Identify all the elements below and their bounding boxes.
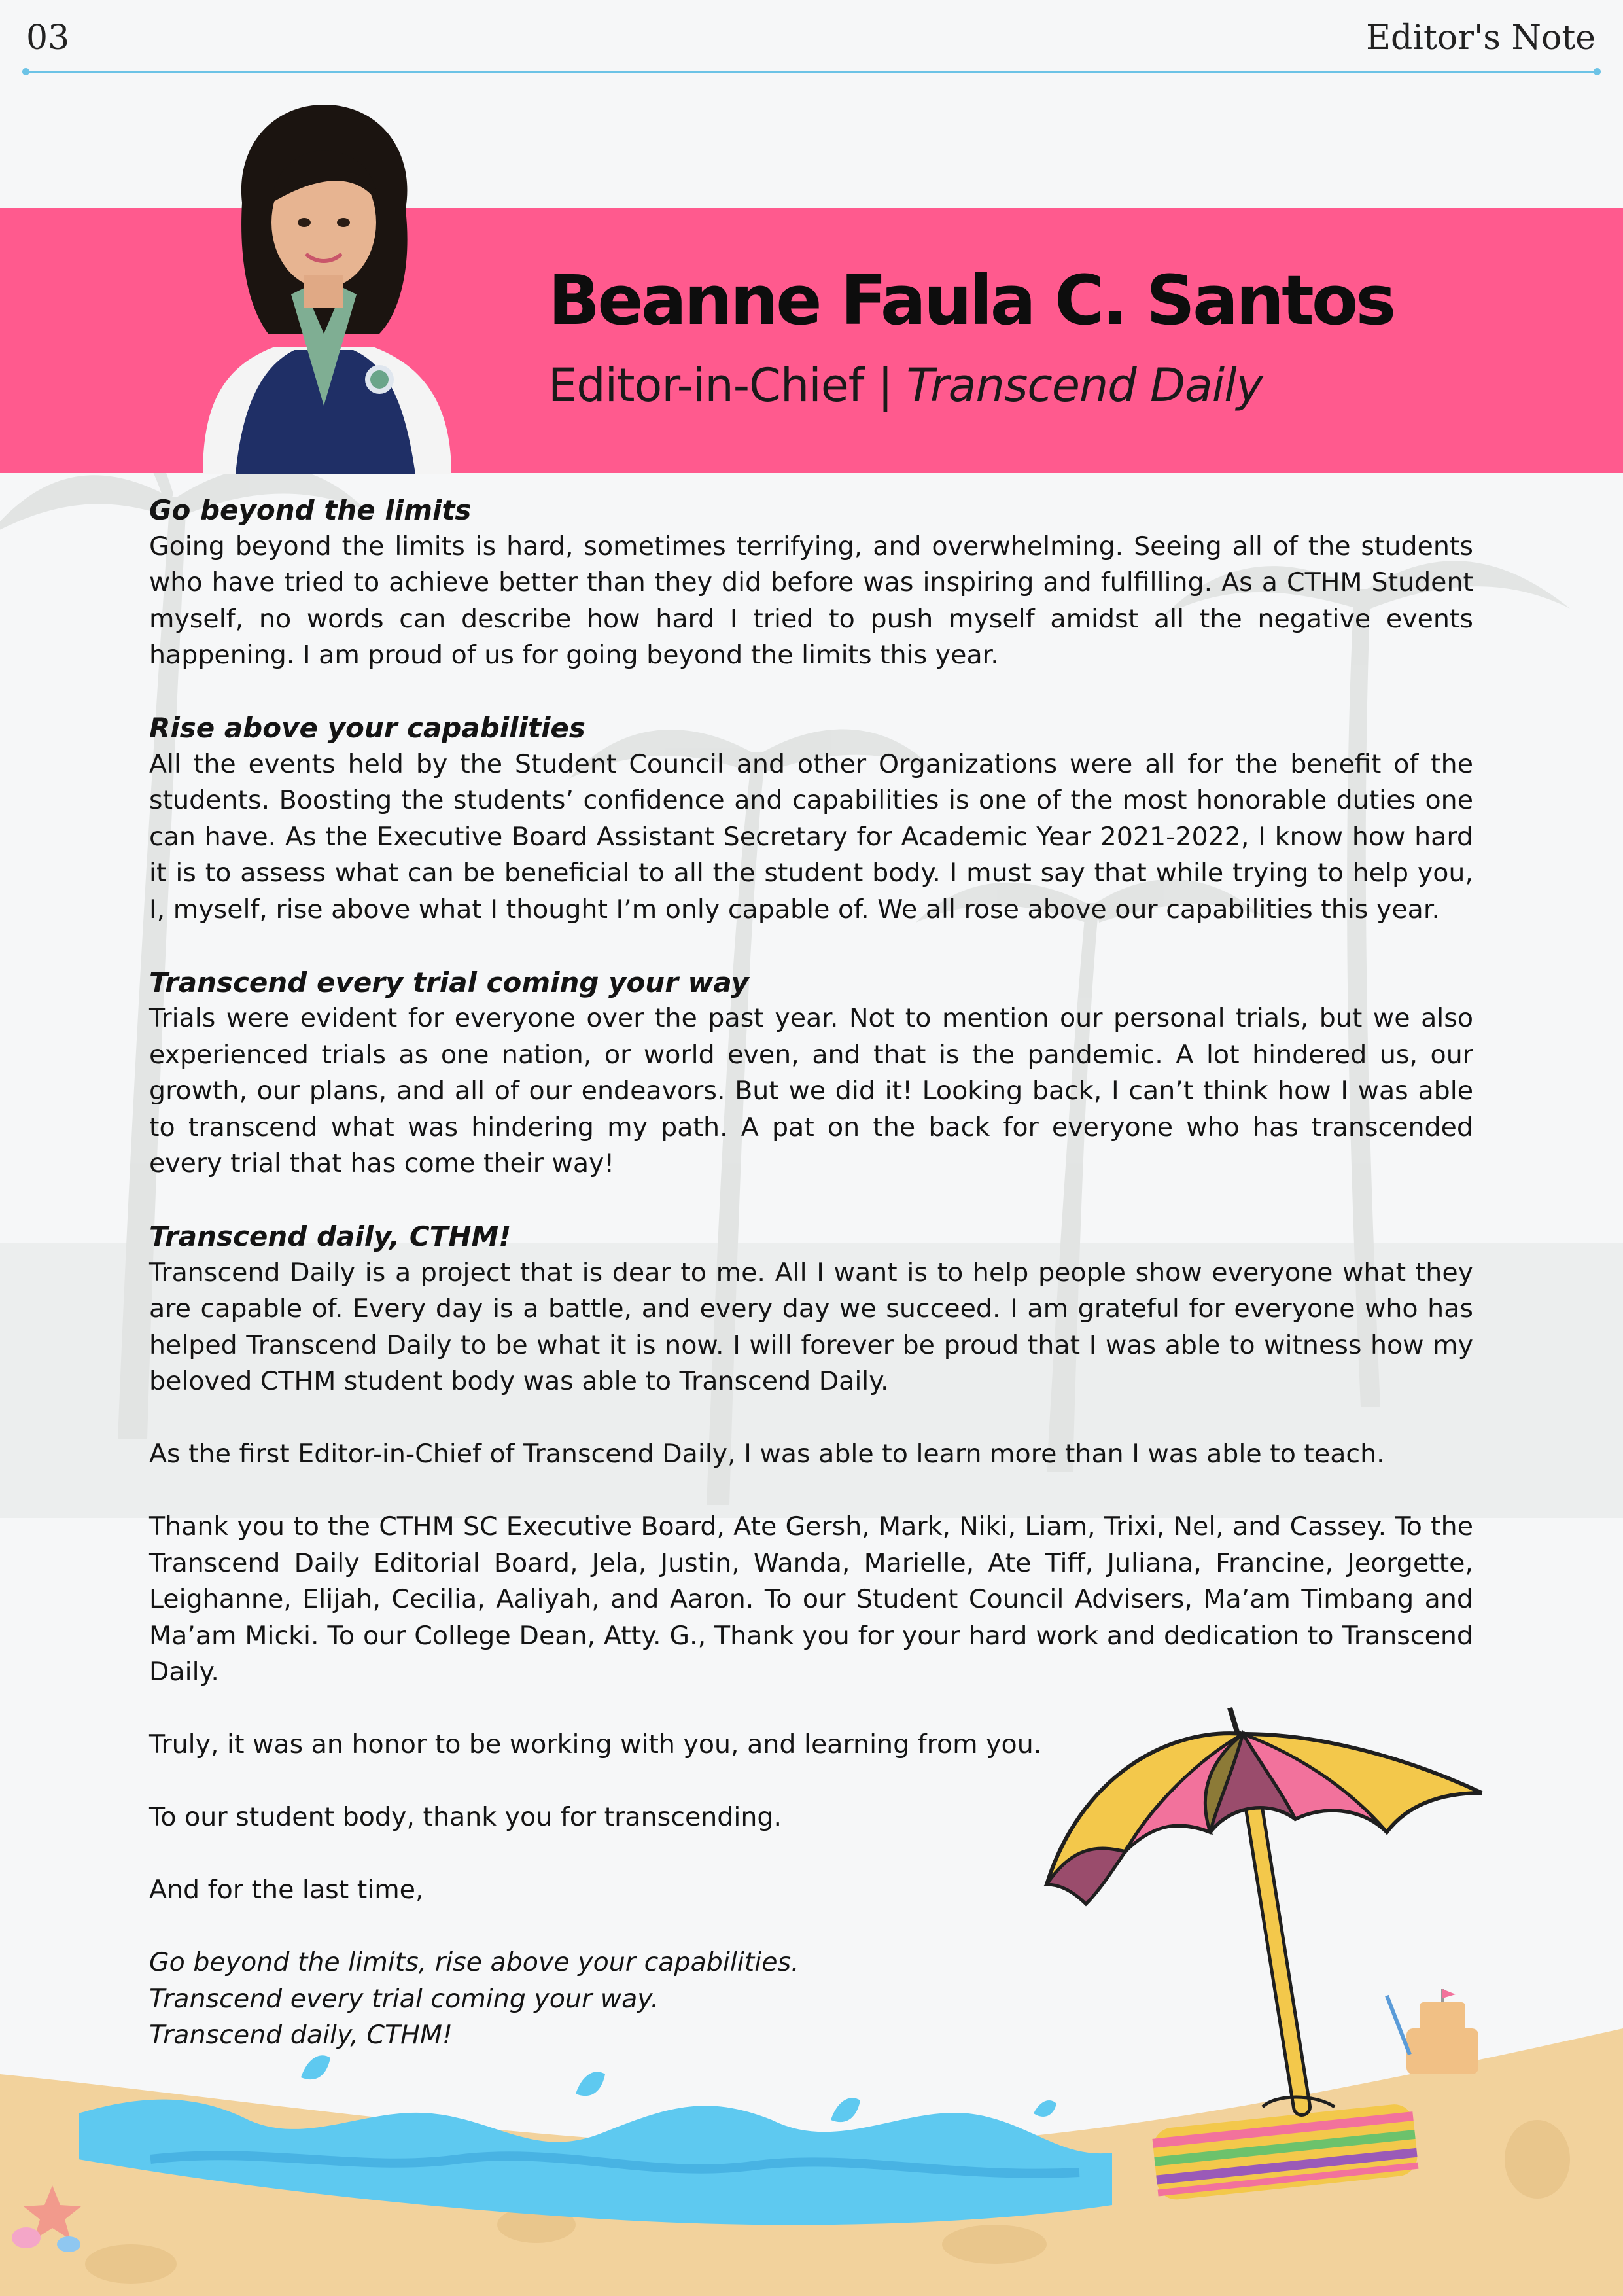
divider-dot: [22, 68, 29, 75]
section-heading: Go beyond the limits: [149, 494, 472, 526]
closing-paragraph: As the first Editor-in-Chief of Transcend Daily, I was able to learn more than I was able to teach.: [149, 1439, 1385, 1469]
motto-line: Go beyond the limits, rise above your capabilities.: [149, 1947, 799, 1977]
motto-line: Transcend every trial coming your way.: [149, 1983, 659, 2014]
acknowledgements-paragraph: Thank you to the CTHM SC Executive Board, Ate Gersh, Mark, Niki, Liam, Trixi, Nel, and Cassey. To the Transcend Daily Editorial Board, Jela, Justin, Wanda, Marielle, Ate Tiff, Juliana, Francine, Jeorgette, Leighanne, Elijah, Cecilia, Aaliyah, and Aaron. To our Student Council Advisers, Ma’am Timbang and Ma’am Micki. To our College Dean, Atty. G., Thank you for your hard work and dedication to Transcend Daily.: [149, 1511, 1473, 1687]
section-title: Editor's Note: [1366, 18, 1596, 58]
editor-role: Editor-in-Chief |: [548, 359, 893, 412]
closing-paragraph: To our student body, thank you for transcending.: [149, 1802, 782, 1832]
closing-paragraph: And for the last time,: [149, 1875, 424, 1905]
section-heading: Rise above your capabilities: [149, 712, 585, 744]
motto-line: Transcend daily, CTHM!: [149, 2020, 453, 2050]
closing-paragraph: Truly, it was an honor to be working with you, and learning from you.: [149, 1729, 1042, 1759]
editor-title: [548, 359, 1263, 412]
editors-note-body: [149, 492, 1473, 2054]
section-heading: Transcend every trial coming your way: [149, 966, 749, 998]
section-paragraph: Going beyond the limits is hard, sometimes terrifying, and overwhelming. Seeing all of the students who have tried to achieve better than they did before was inspiring and fulfilling. As a CTHM Student myself, no words can describe how hard I tried to push myself amidst all the negative events happening. I am proud of us for going beyond the limits this year.: [149, 531, 1473, 670]
section-heading: Transcend daily, CTHM!: [149, 1220, 512, 1252]
section-paragraph: Trials were evident for everyone over the past year. Not to mention our personal trials, but we also experienced trials as one nation, or world even, and that is the pandemic. A lot hindered us, our growth, our plans, and all of our endeavors. But we did it! Looking back, I can’t think how I was able to transcend what was hindering my path. A pat on the back for everyone who has transcended every trial that has come their way!: [149, 1003, 1473, 1178]
editor-name: Beanne Faula C. Santos: [548, 260, 1394, 340]
page-number: 03: [26, 18, 70, 58]
shell: [12, 2227, 41, 2248]
publication-name: Transcend Daily: [906, 359, 1263, 412]
section-paragraph: Transcend Daily is a project that is dear to me. All I want is to help people show everyone what they are capable of. Every day is a battle, and every day we succeed. I am grateful for everyone who has helped Transcend Daily to be what it is now. I will forever be proud that I was able to witness how my beloved CTHM student body was able to Transcend Daily.: [149, 1257, 1473, 1396]
section-paragraph: All the events held by the Student Council and other Organizations were all for the benefit of the students. Boosting the students’ confidence and capabilities is one of the most honorable duties one can have. As the Executive Board Assistant Secretary for Academic Year 2021-2022, I know how hard it is to assess what can be beneficial to all the student body. I must say that while trying to help you, I, myself, rise above what I thought I’m only capable of. We all rose above our capabilities this year.: [149, 749, 1473, 925]
editor-portrait: [164, 98, 484, 474]
closing-motto: [149, 1945, 1473, 2054]
divider-dot: [1594, 68, 1601, 75]
header-divider: [25, 71, 1598, 73]
